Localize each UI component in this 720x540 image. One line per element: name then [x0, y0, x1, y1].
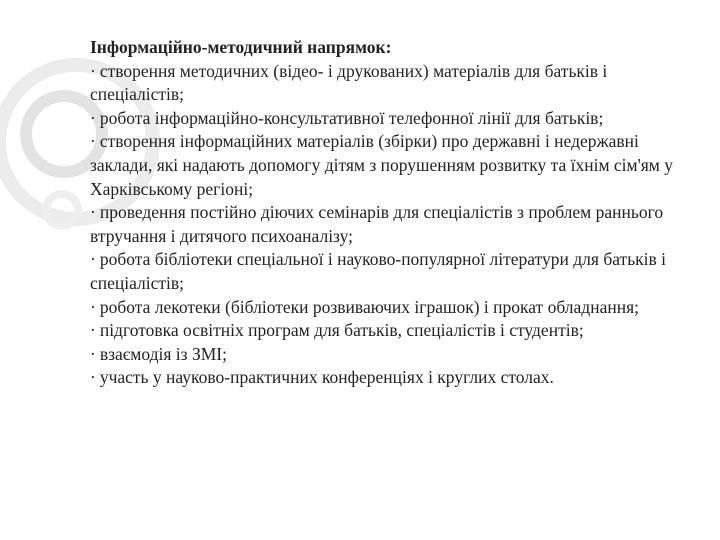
list-item-text: взаємодія із ЗМІ;: [99, 343, 227, 364]
bullet-glyph: ·: [90, 202, 96, 223]
list-item-text: проведення постійно діючих семінарів для спеціалістів з проблем раннього втручання і дитячого психоаналізу;: [90, 202, 664, 246]
list-item-text: створення інформаційних матеріалів (збірки) про державні і недержавні заклади, які надають допомогу дітям з порушенням розвитку та їхнім сім'ям у Харківському регіоні;: [90, 131, 673, 199]
list-item: [90, 130, 702, 201]
bullet-glyph: ·: [90, 131, 96, 152]
list-item-text: робота лекотеки (бібліотеки розвиваючих іграшок) і прокат обладнання;: [99, 296, 639, 317]
list-item-text: робота бібліотеки спеціальної і науково-популярної літератури для батьків і спеціалістів;: [90, 249, 667, 293]
bullet-glyph: ·: [90, 320, 96, 341]
list-item: [90, 201, 702, 248]
bullet-glyph: ·: [90, 296, 96, 317]
slide-content: [90, 36, 702, 390]
bullet-glyph: ·: [90, 343, 96, 364]
list-item-text: створення методичних (відео- і друкованих) матеріалів для батьків і спеціалістів;: [90, 60, 608, 105]
list-item-text: робота інформаційно-консультативної телефонної лінії для батьків;: [99, 107, 604, 128]
bullet-list: [90, 60, 702, 390]
list-item: [90, 366, 702, 390]
list-item: [90, 60, 702, 107]
bullet-glyph: ·: [90, 249, 96, 270]
bullet-glyph: ·: [90, 60, 96, 81]
list-item-text: підготовка освітніх програм для батьків, спеціалістів і студентів;: [99, 320, 584, 341]
list-item: [90, 107, 702, 131]
list-item-text: участь у науково-практичних конференціях і круглих столах.: [99, 367, 554, 388]
list-item: [90, 296, 702, 320]
list-item: [90, 343, 702, 367]
list-item: [90, 319, 702, 343]
decorative-ring-small: [42, 190, 82, 230]
bullet-glyph: ·: [90, 107, 96, 128]
list-item: [90, 248, 702, 295]
slide-heading: Інформаційно-методичний напрямок:: [90, 37, 392, 57]
bullet-glyph: ·: [90, 367, 96, 388]
